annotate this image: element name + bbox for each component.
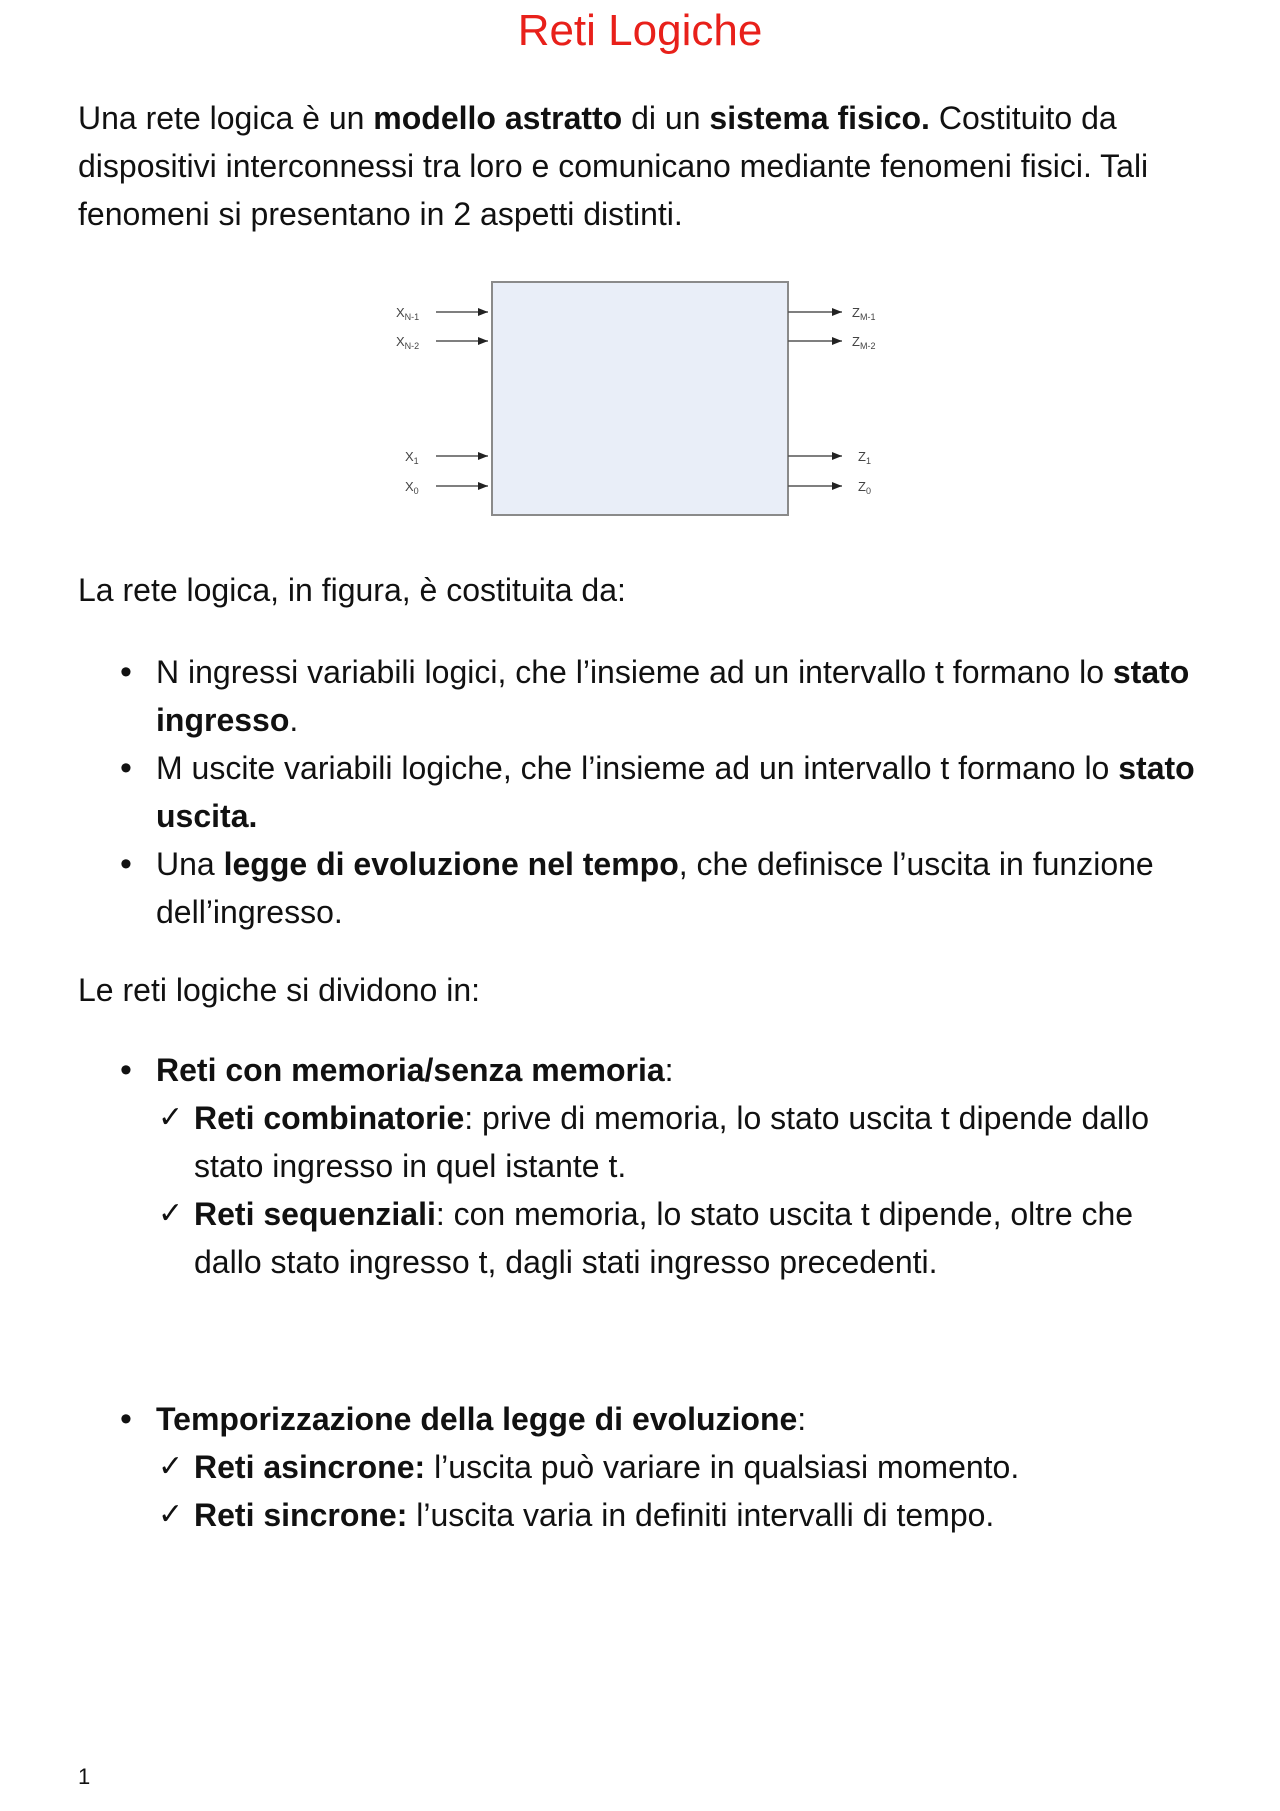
section1-lead: La rete logica, in figura, è costituita da: (78, 572, 626, 608)
list-item (78, 840, 1208, 936)
group-bold: Reti con memoria/senza memoria (156, 1052, 665, 1088)
check-bold: Reti sincrone: (194, 1497, 408, 1533)
input-label-n-2: $X_{N-2}$ (396, 334, 420, 351)
check-text: l’uscita varia in definiti intervalli di tempo. (407, 1497, 995, 1533)
list-item (78, 1046, 1208, 1286)
item-after: , che definisce l’uscita in funzione dell’ingresso. (156, 846, 1154, 930)
input-label-1: $X_1$ (405, 449, 419, 466)
check-item (156, 1443, 1208, 1491)
group-bold: Temporizzazione della legge di evoluzione (156, 1401, 798, 1437)
item-after: . (289, 702, 299, 738)
check-list (156, 1443, 1208, 1539)
intro-bold-1: modello astratto (373, 100, 623, 136)
output-label-1: $Z_1$ (858, 449, 871, 466)
group-after: : (664, 1052, 674, 1088)
section2-lead: Le reti logiche si dividono in: (78, 972, 481, 1008)
section2-group2-list (78, 1395, 1208, 1539)
page-title: Reti Logiche (517, 6, 763, 55)
logic-box (492, 282, 788, 515)
list-item (78, 744, 1208, 840)
section1-list (78, 648, 1208, 936)
check-text: l’uscita può variare in qualsiasi momento. (425, 1449, 1020, 1485)
check-bold: Reti asincrone: (194, 1449, 426, 1485)
intro-text-2: di un (622, 100, 710, 136)
item-bold: legge di evoluzione nel tempo (223, 846, 679, 882)
input-label-0: $X_0$ (405, 479, 419, 496)
group-after: : (797, 1401, 807, 1437)
check-item (156, 1094, 1208, 1190)
check-text: : con memoria, lo stato uscita t dipende, oltre che dallo stato ingresso t, dagli stati ingresso precedenti. (194, 1196, 1134, 1280)
diagram-svg (380, 270, 920, 535)
list-item (78, 1395, 1208, 1539)
check-bold: Reti sequenziali (194, 1196, 436, 1232)
intro-text-1: Una rete logica è un (78, 100, 374, 136)
intro-paragraph (78, 94, 1208, 238)
check-item (156, 1491, 1208, 1539)
list-item (78, 648, 1208, 744)
input-label-n-1: $X_{N-1}$ (396, 305, 420, 322)
item-bold: stato uscita. (156, 750, 1195, 834)
item-bold: stato ingresso (156, 654, 1190, 738)
check-text: : prive di memoria, lo stato uscita t dipende dallo stato ingresso in quel istante t. (194, 1100, 1150, 1184)
page-number: 1 (78, 1764, 91, 1789)
check-bold: Reti combinatorie (194, 1100, 465, 1136)
output-label-m-2: $Z_{M-2}$ (852, 334, 876, 351)
item-text: Una (156, 846, 224, 882)
intro-bold-2: sistema fisico. (709, 100, 930, 136)
output-label-m-1: $Z_{M-1}$ (852, 305, 876, 322)
check-item (156, 1190, 1208, 1286)
section2-group1-list (78, 1046, 1208, 1286)
output-label-0: $Z_0$ (858, 479, 871, 496)
item-text: M uscite variabili logiche, che l’insieme ad un intervallo t formano lo (156, 750, 1119, 786)
intro-text-3: Costituito da dispositivi interconnessi tra loro e comunicano mediante fenomeni fisici. Tali fenomeni si presentano in 2 aspetti distinti. (78, 100, 1149, 232)
check-list (156, 1094, 1208, 1286)
logic-network-diagram (380, 270, 920, 535)
item-text: N ingressi variabili logici, che l’insieme ad un intervallo t formano lo (156, 654, 1113, 690)
